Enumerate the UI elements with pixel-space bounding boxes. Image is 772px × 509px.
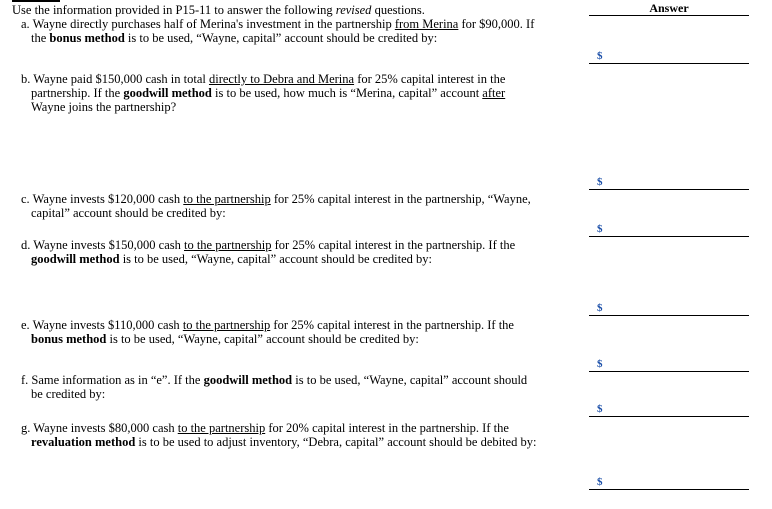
dollar-sign: $	[597, 403, 603, 415]
instructions	[12, 3, 425, 17]
question-e	[21, 318, 566, 346]
question-d	[21, 238, 566, 266]
q-bold: revaluation method	[31, 435, 136, 449]
dollar-sign: $	[597, 176, 603, 188]
q-text: for 25% capital interest in the partnership. If the	[271, 238, 516, 252]
dollar-sign: $	[597, 302, 603, 314]
q-bold: goodwill method	[203, 373, 293, 387]
question-f	[21, 373, 566, 401]
q-text: d. Wayne invests $150,000 cash	[21, 238, 184, 252]
q-text: is to be used, “Wayne, capital” account should be credited by:	[124, 31, 438, 45]
q-text: a. Wayne directly purchases half of Merina's investment in the partnership	[21, 17, 395, 31]
q-text: b. Wayne paid $150,000 cash in total	[21, 72, 209, 86]
dollar-sign: $	[597, 50, 603, 62]
answer-field-c[interactable]	[589, 222, 749, 237]
q-text: for $90,000. If	[458, 17, 535, 31]
question-g	[21, 421, 566, 449]
answer-field-a[interactable]	[589, 49, 749, 64]
question-a	[21, 17, 566, 45]
dollar-sign: $	[597, 223, 603, 235]
q-text: the	[31, 31, 50, 45]
top-rule	[12, 0, 60, 2]
answer-field-b[interactable]	[589, 175, 749, 190]
question-c	[21, 192, 566, 220]
q-bold: bonus method	[49, 31, 125, 45]
q-text: f. Same information as in “e”. If the	[21, 373, 204, 387]
q-bold: goodwill method	[31, 252, 120, 266]
q-text: is to be used, “Wayne, capital” account should be credited by:	[106, 332, 419, 346]
q-text: is to be used to adjust inventory, “Debra, capital” account should be debited by:	[135, 435, 537, 449]
q-underline: to the partnership	[177, 421, 266, 435]
intro-italic: revised	[335, 3, 372, 17]
q-underline: to the partnership	[182, 318, 271, 332]
q-underline: to the partnership	[183, 192, 271, 206]
q-text: capital” account should be credited by:	[31, 206, 226, 220]
q-underline: directly to Debra and Merina	[208, 72, 355, 86]
q-underline: after	[482, 86, 506, 100]
intro-text: Use the information provided in P15-11 to answer the following	[12, 3, 336, 17]
q-bold: goodwill method	[123, 86, 212, 100]
answer-field-e[interactable]	[589, 357, 749, 372]
intro-text-end: questions.	[371, 3, 425, 17]
q-text: is to be used, “Wayne, capital” account should be credited by:	[119, 252, 432, 266]
q-text: partnership. If the	[31, 86, 124, 100]
q-text: Wayne joins the partnership?	[31, 100, 177, 114]
q-underline: from Merina	[394, 17, 459, 31]
q-text: e. Wayne invests $110,000 cash	[21, 318, 183, 332]
q-text: for 20% capital interest in the partnership. If the	[265, 421, 509, 435]
answer-column-header: Answer	[589, 2, 749, 16]
question-b	[21, 72, 566, 114]
q-text: is to be used, “Wayne, capital” account should	[292, 373, 528, 387]
q-text: c. Wayne invests $120,000 cash	[21, 192, 184, 206]
answer-field-f[interactable]	[589, 402, 749, 417]
q-text: for 25% capital interest in the partnership. If the	[270, 318, 514, 332]
answer-field-g[interactable]	[589, 475, 749, 490]
q-underline: to the partnership	[183, 238, 272, 252]
q-text: for 25% capital interest in the partnership, “Wayne,	[270, 192, 531, 206]
q-text: be credited by:	[31, 387, 106, 401]
q-text: for 25% capital interest in the	[354, 72, 506, 86]
answer-field-d[interactable]	[589, 301, 749, 316]
q-text: is to be used, how much is “Merina, capital” account	[211, 86, 483, 100]
dollar-sign: $	[597, 358, 603, 370]
q-bold: bonus method	[31, 332, 107, 346]
q-text: g. Wayne invests $80,000 cash	[21, 421, 178, 435]
dollar-sign: $	[597, 476, 603, 488]
